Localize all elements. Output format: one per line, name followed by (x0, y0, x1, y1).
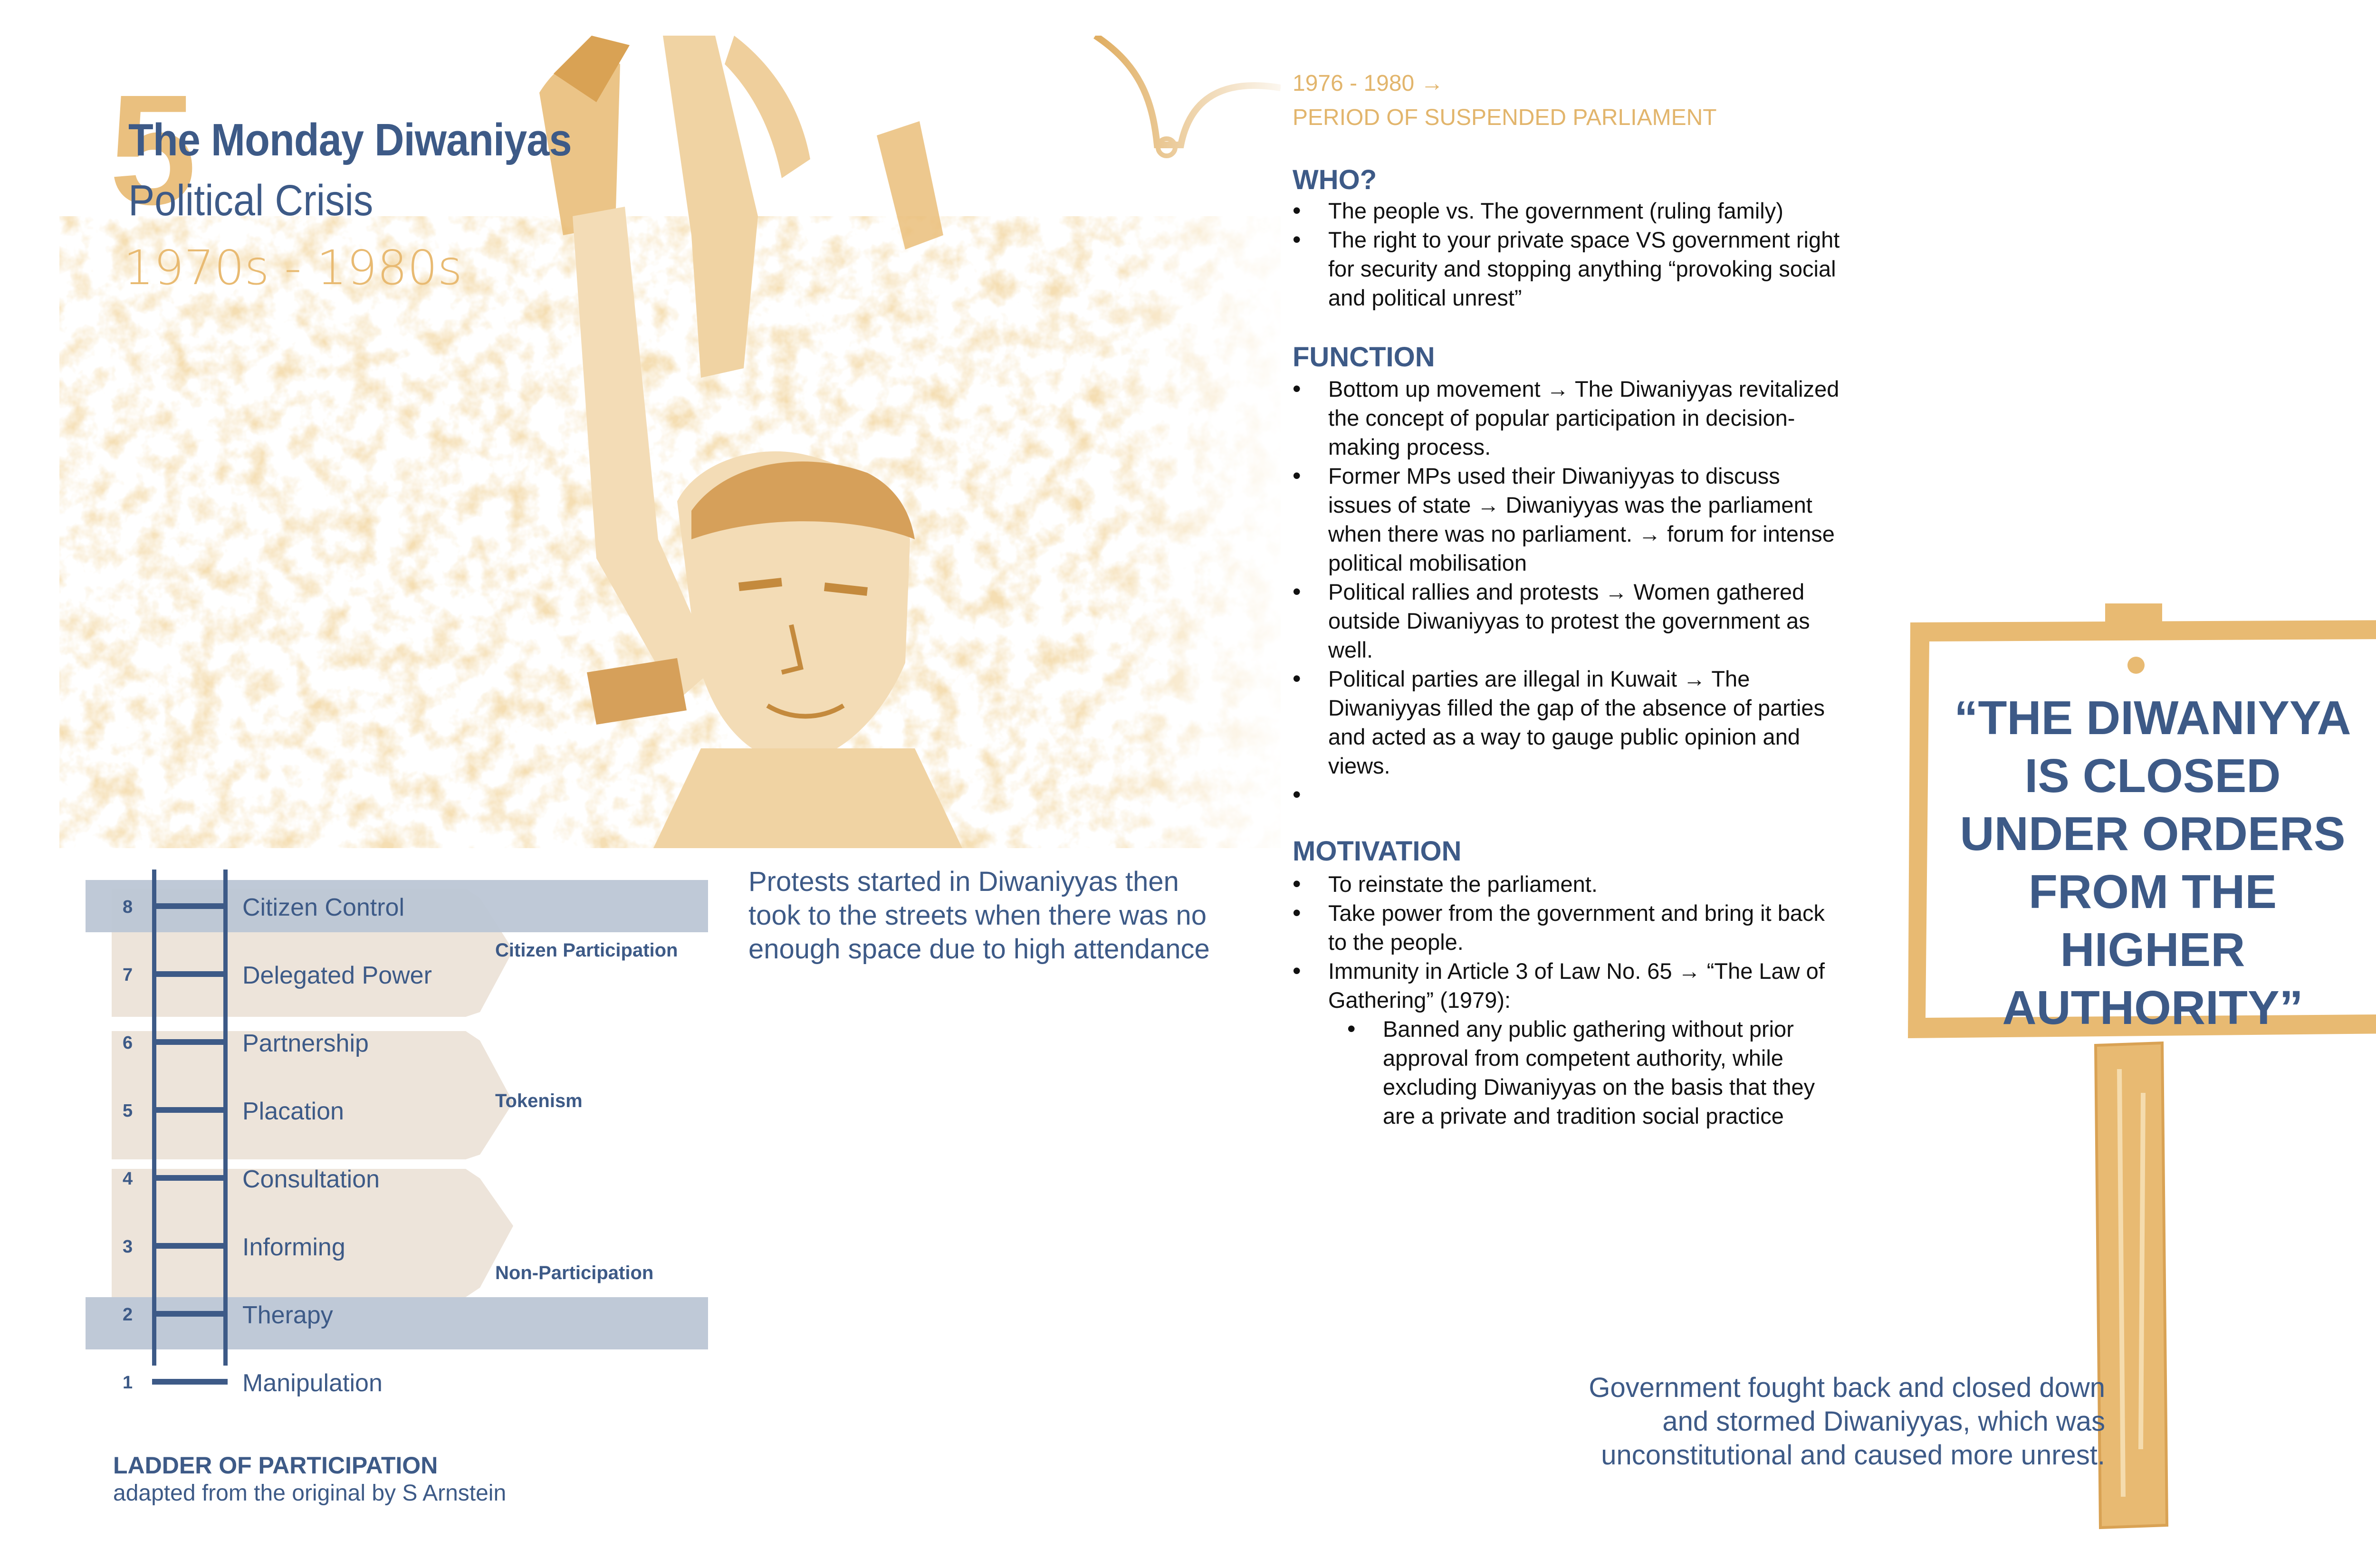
motivation-list (1293, 870, 1844, 1130)
ladder-rung (152, 1311, 228, 1317)
rung-label: Consultation (242, 1166, 380, 1193)
page-title: The Monday Diwaniyas (128, 115, 572, 165)
who-list (1293, 196, 1844, 312)
page-subtitle: Political Crisis (128, 176, 374, 225)
motivation-heading: MOTIVATION (1293, 836, 1462, 867)
period-label (1293, 67, 1717, 135)
group-label-citizen-participation: Citizen Participation (495, 940, 678, 961)
ladder-attribution: adapted from the original by S Arnstein (113, 1481, 507, 1506)
ladder-rung (152, 1243, 228, 1249)
rung-label: Manipulation (242, 1369, 383, 1397)
rung-number: 4 (123, 1169, 133, 1189)
ladder-rail-left (152, 870, 156, 1366)
rung-number: 8 (123, 897, 133, 917)
function-heading: FUNCTION (1293, 342, 1435, 373)
rung-number: 2 (123, 1305, 133, 1325)
ladder-of-participation-diagram (86, 870, 727, 1440)
rung-number: 3 (123, 1237, 133, 1257)
ladder-rung (152, 1379, 228, 1385)
who-heading: WHO? (1293, 164, 1377, 195)
period-title: PERIOD OF SUSPENDED PARLIAMENT (1293, 105, 1717, 130)
rung-number: 6 (123, 1033, 133, 1053)
ladder-rung (152, 1175, 228, 1181)
rung-number: 1 (123, 1373, 133, 1393)
ladder-rung (152, 971, 228, 977)
list-item: • To reinstate the parliament. (1293, 870, 1844, 899)
sign-quote: “THE DIWANIYYA IS CLOSED UNDER ORDERS FROM THE HIGHER AUTHORITY” (1954, 691, 2351, 1034)
list-item (1293, 780, 1844, 809)
list-item: • The right to your private space VS government right for security and stopping anything “provoking social and political unrest” (1293, 225, 1844, 312)
era-label: 1970s - 1980s (124, 240, 462, 296)
list-item: • Political parties are illegal in Kuwait → The Diwaniyyas filled the gap of the absence of parties and acted as a way to gauge public opinion and views. (1293, 664, 1844, 780)
rung-label: Therapy (242, 1301, 333, 1329)
group-label-non-participation: Non-Participation (495, 1262, 654, 1283)
ladder-rail-right (223, 870, 228, 1366)
list-item: • Bottom up movement → The Diwaniyyas revitalized the concept of popular participation in decision-making process. (1293, 374, 1844, 461)
rung-label: Informing (242, 1233, 345, 1261)
ladder-rung (152, 1039, 228, 1045)
list-item: • Immunity in Article 3 of Law No. 65 → “The Law of Gathering” (1979): (1293, 956, 1844, 1014)
rung-label: Delegated Power (242, 962, 432, 989)
protests-caption: Protests started in Diwaniyyas then took to the streets when there was no enough space due to high attendance (748, 866, 1210, 965)
chapter-number: 5 (109, 62, 197, 237)
list-item: • Political rallies and protests → Women gathered outside Diwaniyyas to protest the government as well. (1293, 577, 1844, 664)
function-list (1293, 374, 1844, 809)
rung-number: 7 (123, 965, 133, 985)
list-item: • Take power from the government and bring it back to the people. (1293, 899, 1844, 956)
list-item: • Former MPs used their Diwaniyyas to discuss issues of state → Diwaniyyas was the parliament when there was no parliament. → forum for intense political mobilisation (1293, 461, 1844, 577)
rung-label: Citizen Control (242, 894, 405, 921)
list-item: • The people vs. The government (ruling family) (1293, 196, 1844, 225)
government-caption: Government fought back and closed down and stormed Diwaniyyas, which was unconstitutional and caused more unrest. (1589, 1372, 2105, 1471)
group-label-tokenism: Tokenism (495, 1090, 583, 1111)
ladder-rung (152, 1107, 228, 1113)
rung-number: 5 (123, 1101, 133, 1121)
ladder-title: LADDER OF PARTICIPATION (113, 1452, 438, 1479)
rung-label: Placation (242, 1098, 344, 1125)
ladder-rung (152, 903, 228, 909)
rung-label: Partnership (242, 1030, 369, 1057)
list-subitem: • Banned any public gathering without prior approval from competent authority, while excluding Diwaniyyas on the basis that they are a private and tradition social practice (1293, 1014, 1844, 1130)
band-bottom (86, 1297, 708, 1349)
period-dates: 1976 - 1980 → (1293, 71, 1444, 96)
